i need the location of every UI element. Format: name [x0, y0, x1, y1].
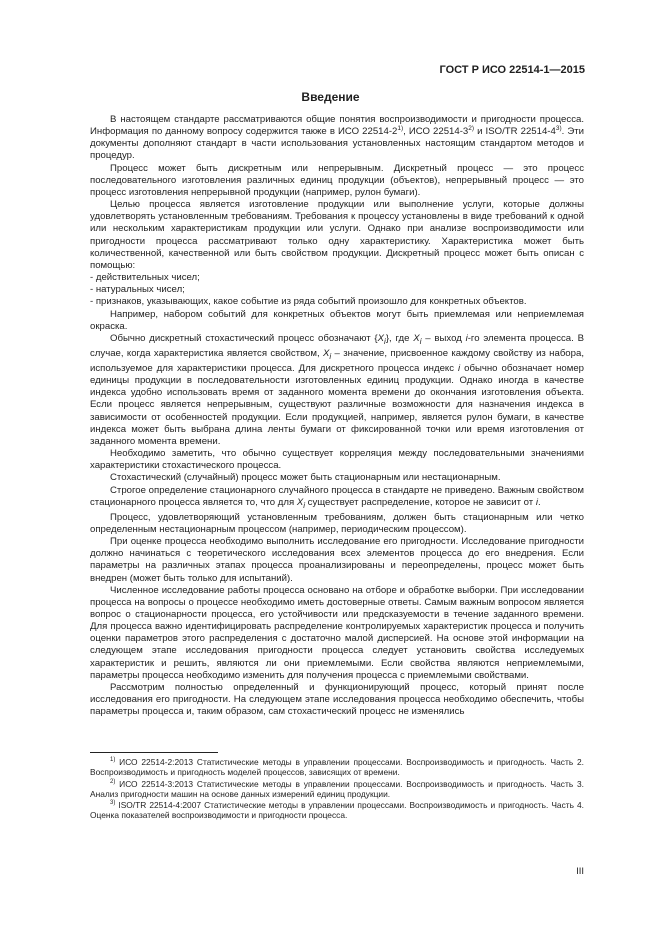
- document-code: ГОСТ Р ИСО 22514-1—2015: [439, 64, 585, 76]
- paragraph: При оценке процесса необходимо выполнить исследование его пригодности. Исследование пригодности должно начинаться с теоретического исследования всех элементов процесса до его внедрения. Если параметры на различных этапах процесса проанализированы и переопределены, процесс может быть внедрен (может быть только для испытаний).: [90, 536, 584, 584]
- paragraph: Необходимо заметить, что обычно существует корреляция между последовательными значениями характеристики стохастического процесса.: [90, 448, 584, 472]
- footnotes: [90, 757, 584, 822]
- page-number: III: [576, 866, 584, 877]
- paragraph: Например, набором событий для конкретных объектов могут быть приемлемая или неприемлемая окраска.: [90, 308, 584, 332]
- list-item: - натуральных чисел;: [90, 284, 185, 296]
- footnote: $^{3)}$ ISO/TR 22514-4:2007 Статистические методы в управлении процессами. Воспроизводимость и пригодность. Часть 4. Оценка показателей воспроизводимости и пригодности процесса.: [90, 800, 584, 821]
- paragraph: В настоящем стандарте рассматриваются общие понятия воспроизводимости и пригодности процесса. Информация по данному вопросу содержится также в ИСО 22514-2$^{1)}$, ИСО 22514-3$^{2)}$ и ISO/TR 22514-4$^{3)}$. Эти документы дополняют стандарт в части использования установленных настоящим стандартом методов и процедур.: [90, 114, 585, 162]
- paragraph: Целью процесса является изготовление продукции или выполнение услуги, которые должны удовлетворять установленным требованиям. Требования к процессу установлены в виде требований к одной или нескольким характеристикам продукции или услуги. Однако при анализе воспроизводимости или пригодности процесса рассматривают только одну характеристику. Характеристика может быть количественной, качественной или быть свойством продукции. Дискретный процесс может быть описан с помощью:: [90, 199, 584, 271]
- body-text: [90, 114, 584, 718]
- paragraph: Обычно дискретный стохастический процесс обозначают $\{X_i\}$, где $X_i$ – выход i-го элемента процесса. В случае, когда характеристика является свойством, $X_i$ – значение, присвоенное каждому свойству из набора, используемое для характеристики процесса. Для дискретного процесса индекс i обычно обозначает номер единицы продукции в последовательности изготовленных единиц продукции. Однако иногда в качестве индекса удобно использовать время от заданного момента времени до окончания изготовления объекта. Если процесс является непрерывным, существуют различные возможности для назначения индекса в зависимости от особенностей продукции. Если продукцией, например, является рулон бумаги, в качестве индекса может быть выбрана длина ленты бумаги от фиксированной точки или время изготовления от заданного момента времени.: [90, 332, 584, 447]
- paragraph: Рассмотрим полностью определенный и функционирующий процесс, который принят после исследования его пригодности. На следующем этапе исследования процесса необходимо обеспечить, чтобы параметры процесса и, таким образом, сам стохастический процесс не изменялись: [90, 681, 584, 718]
- list-item: - признаков, указывающих, какое событие из ряда событий произошло для конкретных объектов.: [90, 296, 527, 308]
- footnote-ref: 2): [468, 124, 475, 132]
- footnote: $^{1)}$ ИСО 22514-2:2013 Статистические методы в управлении процессами. Воспроизводимость и пригодность. Часть 2. Воспроизводимость и пригодность моделей процессов, зависящих от времени.: [90, 757, 584, 778]
- paragraph: Процесс, удовлетворяющий установленным требованиям, должен быть стационарным или четко определенным нестационарным процессом (например, периодическим процессом).: [90, 511, 584, 535]
- footnote-divider: [90, 752, 218, 753]
- footnote-ref: 3): [555, 124, 562, 132]
- list-item: - действительных чисел;: [90, 272, 200, 284]
- paragraph: Процесс может быть дискретным или непрерывным. Дискретный процесс — это процесс последовательного изготовления различных единиц продукции (объектов), непрерывный процесс — это процесс изготовления непрерывной продукции (например, рулон бумаги).: [90, 162, 584, 198]
- paragraph: Строгое определение стационарного случайного процесса в стандарте не приведено. Важным свойством стационарного процесса является то, что для $X_i$ существует распределение, которое не зависит от i.: [90, 484, 584, 510]
- paragraph: Стохастический (случайный) процесс может быть стационарным или нестационарным.: [110, 472, 501, 484]
- footnote-ref: 1): [397, 124, 404, 132]
- footnote: $^{2)}$ ИСО 22514-3:2013 Статистические методы в управлении процессами. Воспроизводимость и пригодность. Часть 3. Анализ пригодности машин на основе данных измерений единиц продукции.: [90, 778, 584, 799]
- section-title: Введение: [301, 90, 360, 104]
- paragraph: Численное исследование работы процесса основано на отборе и обработке выборки. При исследовании процесса на вопросы о процессе необходимо иметь достоверные ответы. Самым важным вопросом является вопрос о стационарности процесса, его устойчивости или предсказуемости в течение заданного времени. Для процесса важно идентифицировать распределение контролируемых характеристик процесса и получить оценки параметров этого распределения с достаточно малой дисперсией. На основе этой информации на следующем этапе исследования пригодности процесса следует установить свойства исследуемых характеристик и решить, являются ли они приемлемыми. Если свойства являются неприемлемыми, параметры процесса необходимо изменить для получения процесса с приемлемыми свойствами.: [90, 584, 584, 681]
